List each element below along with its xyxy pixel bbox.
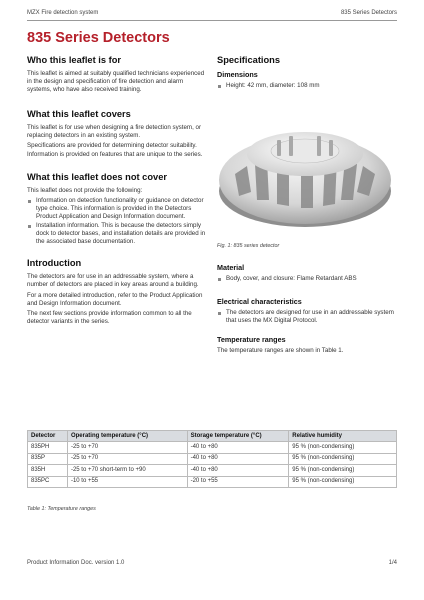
electrical-item: The detectors are designed for use in an addressable system that uses the MX Digital Protocol. — [217, 309, 397, 325]
page-header — [27, 8, 397, 21]
material-list — [217, 275, 397, 283]
table-cell: 95 % (non-condensing) — [289, 465, 397, 476]
table-cell: 835PH — [28, 442, 68, 453]
table-row — [28, 465, 397, 476]
table-cell: -25 to +70 — [67, 453, 187, 464]
notcover-list — [27, 197, 207, 247]
notcover-intro: This leaflet does not provide the following: — [27, 186, 143, 194]
intro-p2: For a more detailed introduction, refer to the Product Application and Design Information document. — [27, 291, 203, 307]
material-item: Body, cover, and closure: Flame Retardant ABS — [217, 275, 397, 283]
page-footer — [27, 560, 397, 566]
table-caption: Table 1: Temperature ranges — [27, 506, 96, 512]
detector-image — [217, 96, 397, 241]
notcover-item: Installation information. This is because the detectors simply dock to detector bases, and installation details are provided in the associated base documentation. — [27, 222, 207, 246]
intro-heading: Introduction — [27, 258, 82, 269]
table-cell: 835P — [28, 453, 68, 464]
intro-p3: The next few sections provide information common to all the detector variants in the series. — [27, 309, 192, 325]
figure-caption: Fig. 1: 835 series detector — [217, 243, 280, 250]
header-left: MZX Fire detection system — [27, 10, 99, 16]
covers-heading: What this leaflet covers — [27, 109, 131, 120]
page-number: 1/4 — [388, 560, 397, 566]
temperature-text: The temperature ranges are shown in Table 1. — [217, 347, 344, 355]
table-cell: -40 to +80 — [187, 442, 289, 453]
table-row — [28, 442, 397, 453]
covers-p2: Specifications are provided for determining detector suitability. Information is provided on features that are unique to the series. — [27, 142, 203, 158]
notcover-heading: What this leaflet does not cover — [27, 171, 167, 182]
detector-figure — [217, 96, 397, 241]
table-cell: 95 % (non-condensing) — [289, 442, 397, 453]
who-heading: Who this leaflet is for — [27, 55, 122, 65]
table-header-cell: Detector — [28, 431, 68, 442]
table-cell: -25 to +70 — [67, 442, 187, 453]
intro-p1: The detectors are for use in an addressable system, where a number of detectors are placed in key areas around a building. — [27, 273, 199, 289]
page-title: 835 Series Detectors — [27, 30, 170, 46]
table-cell: 835H — [28, 465, 68, 476]
left-column — [27, 55, 207, 328]
right-column — [217, 55, 397, 357]
covers-p1: This leaflet is for use when designing a fire detection system, or replacing detectors in an existing system. — [27, 124, 202, 140]
temperature-table — [27, 430, 397, 488]
table-row — [28, 476, 397, 487]
electrical-list — [217, 309, 397, 325]
table-cell: 95 % (non-condensing) — [289, 453, 397, 464]
table-cell: -25 to +70 short-term to +90 — [67, 465, 187, 476]
header-right: 835 Series Detectors — [340, 10, 397, 16]
dimensions-list — [217, 82, 397, 90]
table-header-cell: Operating temperature (°C) — [67, 431, 187, 442]
table-cell: -20 to +55 — [187, 476, 289, 487]
table-header-cell: Relative humidity — [289, 431, 397, 442]
material-heading: Material — [217, 263, 245, 273]
electrical-heading: Electrical characteristics — [217, 297, 302, 307]
table-cell: 95 % (non-condensing) — [289, 476, 397, 487]
dimensions-item: Height: 42 mm, diameter: 108 mm — [217, 82, 397, 90]
table-cell: -10 to +55 — [67, 476, 187, 487]
who-text: This leaflet is aimed at suitably qualified technicians experienced in the design and specification of fire detection and alarm systems, who have also received training. — [27, 70, 205, 94]
footer-left: Product Information Doc. version 1.0 — [27, 560, 125, 566]
table-row — [28, 453, 397, 464]
dimensions-heading: Dimensions — [217, 70, 258, 79]
temperature-heading: Temperature ranges — [217, 335, 286, 345]
table-cell: 835PC — [28, 476, 68, 487]
specs-heading: Specifications — [217, 55, 281, 65]
table-cell: -40 to +80 — [187, 465, 289, 476]
table-cell: -40 to +80 — [187, 453, 289, 464]
notcover-item: Information on detection functionality or guidance on detector type choice. This information is provided in the Detectors Product Application and Design Information document. — [27, 197, 207, 221]
table-header-cell: Storage temperature (°C) — [187, 431, 289, 442]
table-header-row — [28, 431, 397, 442]
